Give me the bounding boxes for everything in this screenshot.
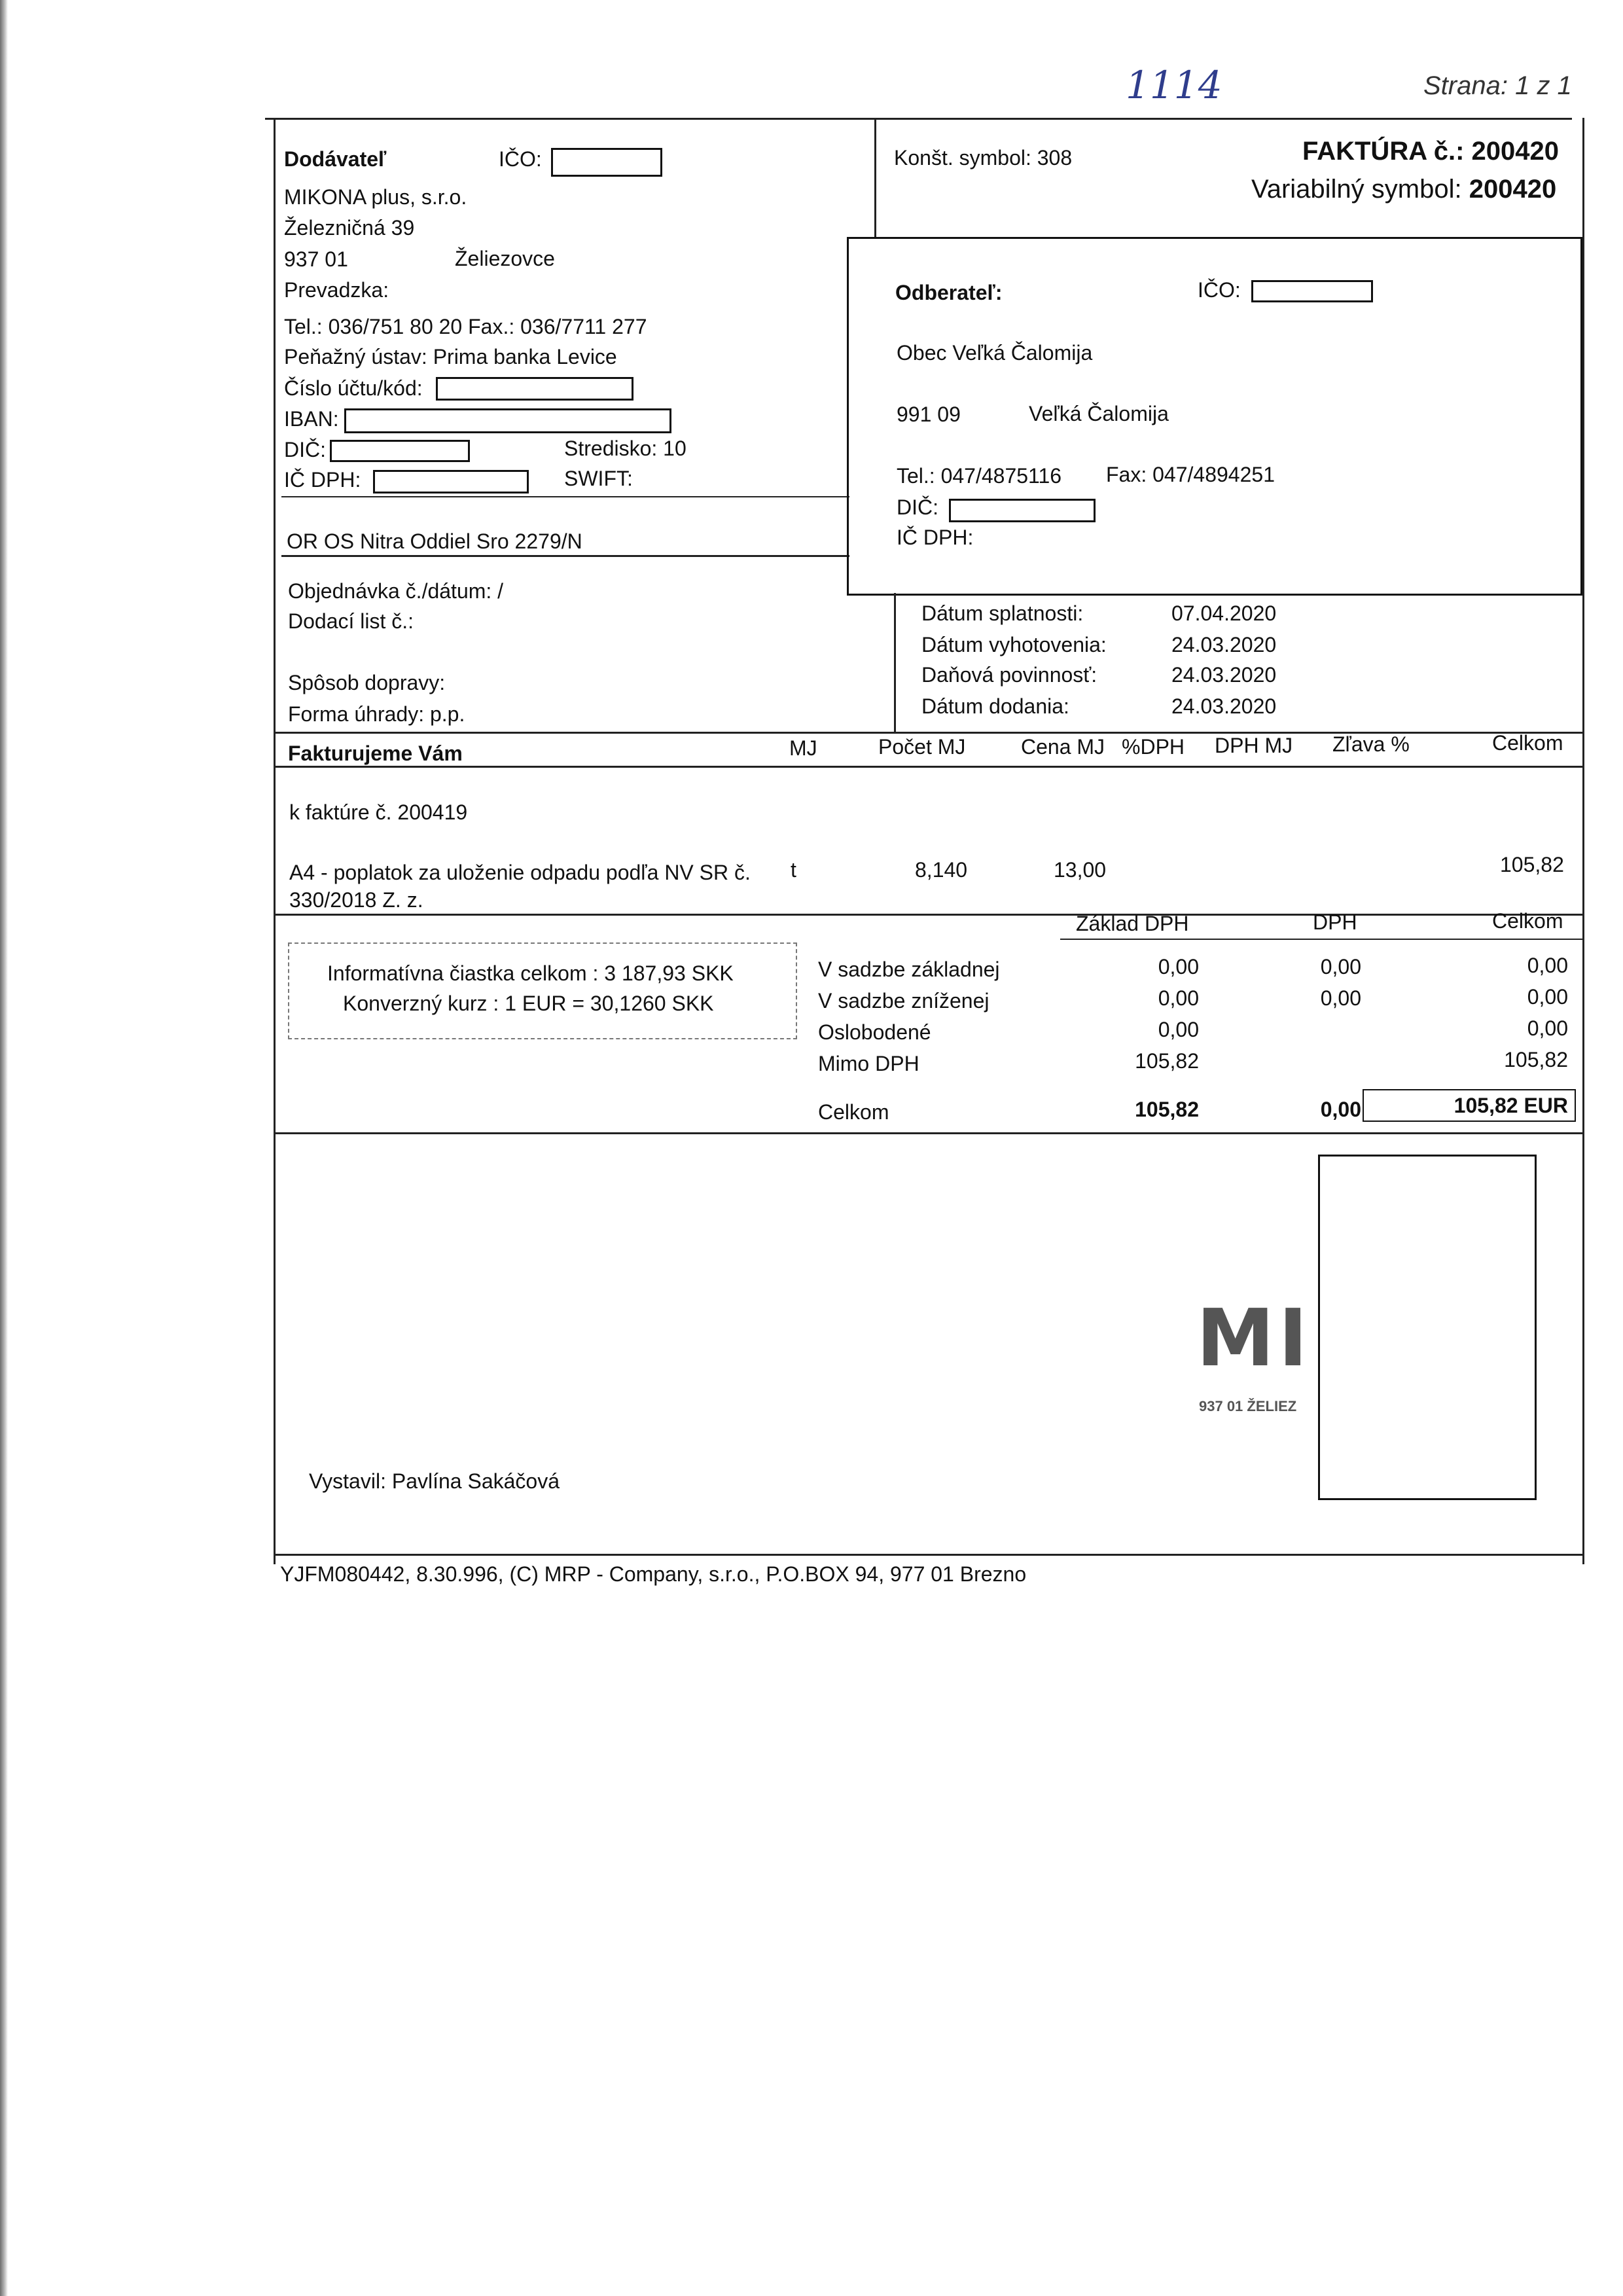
supplier-street: Železničná 39	[284, 216, 415, 240]
redacted-supplier-ico	[551, 148, 662, 177]
redacted-customer-dic	[949, 499, 1096, 522]
summary-row-dph-zakladna: 0,00	[1320, 955, 1361, 978]
summary-row-zaklad-mimo: 105,82	[1135, 1049, 1199, 1073]
col-cena: Cena MJ	[1021, 735, 1105, 759]
summary-bottom	[274, 1132, 1584, 1134]
date-issued-value: 24.03.2020	[1171, 633, 1277, 656]
items-header-bottom	[274, 766, 1584, 768]
order-dodaci: Dodací list č.:	[288, 609, 414, 633]
variable-symbol-value: 200420	[1469, 175, 1557, 204]
col-mj: MJ	[789, 736, 817, 760]
page-info: Strana: 1 z 1	[1423, 71, 1572, 100]
col-dph-pct: %DPH	[1122, 735, 1185, 759]
supplier-prevadzka: Prevadzka:	[284, 278, 389, 302]
supplier-dic-label: DIČ:	[284, 438, 326, 461]
date-due-value: 07.04.2020	[1171, 601, 1277, 625]
summary-row-zaklad-znizena: 0,00	[1158, 986, 1199, 1010]
summary-row-celkom-mimo: 105,82	[1504, 1048, 1568, 1071]
supplier-iban-label: IBAN:	[284, 407, 339, 431]
order-uhrada: Forma úhrady: p.p.	[288, 702, 465, 726]
supplier-name: MIKONA plus, s.r.o.	[284, 185, 467, 209]
col-celkom: Celkom	[1492, 731, 1563, 755]
supplier-stredisko: Stredisko: 10	[564, 437, 687, 460]
summary-header-underline	[1060, 939, 1582, 940]
col-pocet: Počet MJ	[878, 735, 966, 759]
supplier-heading: Dodávateľ	[284, 147, 387, 171]
konst-symbol: Konšt. symbol: 308	[894, 146, 1073, 170]
customer-fax: Fax: 047/4894251	[1106, 463, 1275, 486]
summary-row-celkom-zakladna: 0,00	[1527, 954, 1568, 977]
summary-row-celkom-znizena: 0,00	[1527, 985, 1568, 1009]
date-issued-label: Dátum vyhotovenia:	[921, 633, 1107, 656]
date-tax-value: 24.03.2020	[1171, 663, 1277, 687]
customer-dic-label: DIČ:	[897, 495, 938, 519]
supplier-register: OR OS Nitra Oddiel Sro 2279/N	[287, 529, 582, 553]
summary-total-label: Celkom	[818, 1100, 889, 1124]
summary-row-label-oslobodene: Oslobodené	[818, 1020, 931, 1044]
item-mj: t	[791, 858, 796, 882]
invoice-number: 200420	[1471, 137, 1560, 166]
info-total-skk: Informatívna čiastka celkom : 3 187,93 SKK	[327, 961, 734, 985]
item-qty: 8,140	[915, 858, 968, 882]
supplier-ico-label: IČO:	[499, 147, 542, 171]
company-logo-stamp: MI	[1196, 1293, 1312, 1384]
item-note: k faktúre č. 200419	[289, 800, 468, 824]
summary-row-celkom-oslobodene: 0,00	[1527, 1016, 1568, 1040]
customer-heading: Odberateľ:	[895, 281, 1003, 304]
issued-by: Vystavil: Pavlína Sakáčová	[309, 1469, 560, 1493]
summary-total-dph: 0,00	[1320, 1098, 1361, 1121]
item-price: 13,00	[1054, 858, 1107, 882]
summary-row-label-zakladna: V sadzbe základnej	[818, 958, 1000, 981]
item-description-line2: 330/2018 Z. z.	[289, 888, 423, 912]
summary-row-dph-znizena: 0,00	[1320, 986, 1361, 1010]
supplier-account-label: Číslo účtu/kód:	[284, 376, 423, 400]
supplier-swift: SWIFT:	[564, 467, 633, 490]
summary-row-label-mimo: Mimo DPH	[818, 1052, 919, 1075]
supplier-tel-fax: Tel.: 036/751 80 20 Fax.: 036/7711 277	[284, 315, 647, 338]
customer-ico-label: IČO:	[1198, 278, 1241, 302]
date-tax-label: Daňová povinnosť:	[921, 663, 1097, 687]
scan-edge-shadow	[0, 0, 8, 2296]
customer-icdph-label: IČ DPH:	[897, 526, 974, 549]
summary-total-zaklad: 105,82	[1135, 1098, 1199, 1121]
items-title: Fakturujeme Vám	[288, 742, 463, 765]
header-divider	[874, 118, 876, 239]
order-doprava: Spôsob dopravy:	[288, 671, 446, 694]
col-dph-mj: DPH MJ	[1215, 734, 1293, 757]
summary-row-zaklad-zakladna: 0,00	[1158, 955, 1199, 978]
variable-symbol	[1251, 174, 1556, 204]
info-conversion-rate: Konverzný kurz : 1 EUR = 30,1260 SKK	[343, 992, 714, 1015]
invoice-title-label: FAKTÚRA č.:	[1302, 137, 1465, 166]
order-objednavka: Objednávka č./dátum: /	[288, 579, 504, 603]
bottom-border	[274, 1554, 1584, 1556]
summary-total-celkom: 105,82 EUR	[1454, 1094, 1568, 1117]
col-zlava: Zľava %	[1332, 732, 1410, 756]
summary-header-dph: DPH	[1313, 910, 1357, 934]
redacted-signature-stamp	[1318, 1155, 1537, 1500]
summary-header-zaklad: Základ DPH	[1076, 912, 1189, 935]
customer-city: Veľká Čalomija	[1029, 402, 1169, 425]
dates-divider	[894, 593, 896, 733]
customer-zip: 991 09	[897, 403, 961, 426]
supplier-city: Želiezovce	[455, 247, 555, 270]
redacted-supplier-dic	[330, 440, 470, 462]
supplier-divider	[281, 496, 849, 497]
variable-symbol-label: Variabilný symbol:	[1251, 175, 1462, 204]
redacted-iban	[344, 408, 671, 433]
date-delivery-value: 24.03.2020	[1171, 694, 1277, 718]
summary-row-zaklad-oslobodene: 0,00	[1158, 1018, 1199, 1041]
invoice-title	[1302, 136, 1559, 166]
footer-text: YJFM080442, 8.30.996, (C) MRP - Company, s.r.o., P.O.BOX 94, 977 01 Brezno	[280, 1562, 1027, 1586]
redacted-customer-ico	[1251, 280, 1373, 302]
redacted-supplier-icdph	[373, 470, 529, 493]
item-total: 105,82	[1500, 853, 1564, 876]
redacted-account	[436, 377, 633, 401]
items-bottom	[274, 914, 1584, 916]
supplier-bank: Peňažný ústav: Prima banka Levice	[284, 345, 617, 368]
handwritten-number: 1114	[1126, 63, 1222, 107]
customer-name: Obec Veľká Čalomija	[897, 341, 1093, 365]
register-underline	[281, 555, 849, 557]
top-border	[265, 118, 1572, 120]
supplier-icdph-label: IČ DPH:	[284, 468, 361, 492]
supplier-zip: 937 01	[284, 247, 348, 271]
summary-row-label-znizena: V sadzbe zníženej	[818, 989, 990, 1013]
left-border	[274, 118, 276, 1564]
date-due-label: Dátum splatnosti:	[921, 601, 1084, 625]
date-delivery-label: Dátum dodania:	[921, 694, 1069, 718]
right-border	[1582, 118, 1584, 1564]
customer-tel: Tel.: 047/4875116	[897, 464, 1062, 488]
stamp-address: 937 01 ŽELIEZ	[1199, 1398, 1297, 1414]
summary-header-celkom: Celkom	[1492, 909, 1563, 933]
item-description-line1: A4 - poplatok za uloženie odpadu podľa NV SR č.	[289, 861, 751, 884]
